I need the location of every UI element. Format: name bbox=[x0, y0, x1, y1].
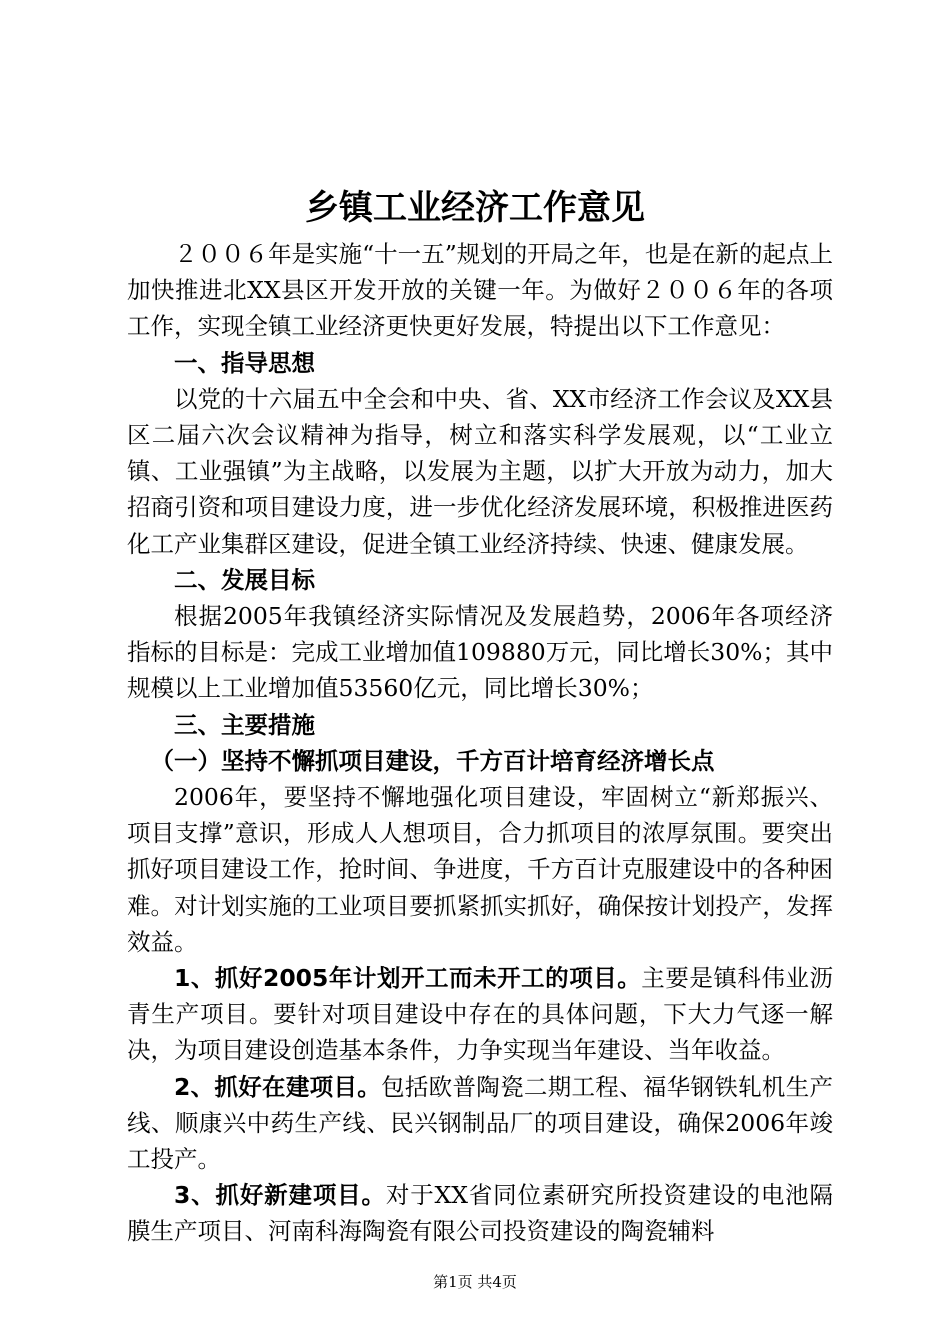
subsection-text-projects: 2006年，要坚持不懈地强化项目建设，牢固树立“新郑振兴、项目支撑”意识，形成人人想项目，合力抓项目的浓厚氛围。要突出抓好项目建设工作，抢时间、争进度，千方百计克服建设中的各种困难。对计划实施的工业项目要抓紧抓实抓好，确保按计划投产，发挥效益。 bbox=[127, 783, 833, 956]
subsection-heading-projects: （一）坚持不懈抓项目建设，千方百计培育经济增长点 bbox=[150, 746, 715, 775]
measure-item-1-lead: 1、抓好2005年计划开工而未开工的项目。 bbox=[174, 964, 642, 993]
measure-item-3-lead: 3、抓好新建项目。 bbox=[174, 1181, 386, 1210]
section-heading-guiding-thought: 一、指导思想 bbox=[174, 348, 315, 377]
document-title: 乡镇工业经济工作意见 bbox=[305, 188, 645, 228]
measure-item-1 bbox=[127, 960, 833, 1069]
measure-item-2 bbox=[127, 1069, 833, 1178]
section-text-guiding-thought: 以党的十六届五中全会和中央、省、XX市经济工作会议及XX县区二届六次会议精神为指导，树立和落实科学发展观，以“工业立镇、工业强镇”为主战略，以发展为主题，以扩大开放为动力，加大招商引资和项目建设力度，进一步优化经济发展环境，积极推进医药化工产业集群区建设，促进全镇工业经济持续、快速、健康发展。 bbox=[127, 384, 833, 558]
section-text-development-goals: 根据2005年我镇经济实际情况及发展趋势，2006年各项经济指标的目标是：完成工业增加值109880万元，同比增长30%；其中规模以上工业增加值53560亿元，同比增长30%； bbox=[127, 602, 833, 703]
section-heading-development-goals: 二、发展目标 bbox=[174, 565, 315, 594]
measure-item-1-text: 主要是镇科伟业沥青生产项目。要针对项目建设中存在的具体问题，下大力气逐一解决，为项目建设创造基本条件，力争实现当年建设、当年收益。 bbox=[127, 964, 834, 1065]
measure-item-3-text: 对于XX省同位素研究所投资建设的电池隔膜生产项目、河南科海陶瓷有限公司投资建设的陶瓷辅料 bbox=[127, 1181, 833, 1246]
section-heading-main-measures: 三、主要措施 bbox=[174, 710, 315, 739]
intro-paragraph: ２００６年是实施“十一五”规划的开局之年，也是在新的起点上加快推进北XX县区开发开放的关键一年。为做好２００６年的各项工作，实现全镇工业经济更快更好发展，特提出以下工作意见： bbox=[127, 240, 833, 341]
document-body bbox=[127, 236, 833, 1250]
measure-item-2-text: 包括欧普陶瓷二期工程、福华钢铁轧机生产线、顺康兴中药生产线、民兴钢制品厂的项目建设，确保2006年竣工投产。 bbox=[127, 1072, 834, 1174]
measure-item-2-lead: 2、抓好在建项目。 bbox=[174, 1072, 382, 1101]
page-number-footer: 第1页 共4页 bbox=[433, 1273, 517, 1291]
measure-item-3 bbox=[127, 1177, 833, 1249]
